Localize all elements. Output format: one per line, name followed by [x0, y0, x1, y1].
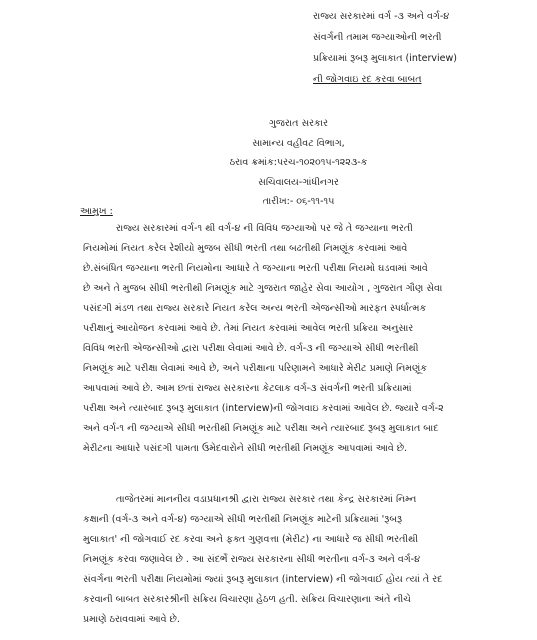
paragraph-line: પ્રમાણે ઠરાવવામાં આવે છે. [83, 614, 180, 625]
paragraph-line: અને વર્ગ-૧ ની જગ્યાએ સીધી ભરતીથી નિમણૂંક માટે પરીક્ષા અને ત્યારબાદ રૂબરૂ મુલાકાત બાદ [83, 423, 439, 434]
paragraph-preamble [83, 219, 531, 459]
paragraph-line: મુલાકાત' ની જોગવાઈ રદ કરવા અને ફક્ત ગુણવત્તા (મેરીટ) ના આધારે જ સીધી ભરતીથી [83, 534, 419, 545]
subject-block [313, 6, 533, 90]
office-location: સચિવાલય-ગાંધીનગર [258, 176, 339, 188]
resolution-number: ઠરાવ ક્રમાંક:પરચ-૧૦૨૦૧૫-૧૨૨૩-ક [229, 157, 368, 168]
paragraph-line: આપવામાં આવે છે. આમ છતાં રાજ્ય સરકારના કેટલાક વર્ગ-૩ સંવર્ગની ભરતી પ્રક્રિયામાં [83, 383, 412, 394]
paragraph-line: પરીક્ષા અને ત્યારબાદ રૂબરૂ મુલાકાત (interview)ની જોગવાઇ કરવામાં આવેલ છે. જ્યારે વર્ગ-૨ [83, 403, 444, 414]
subject-line: સંવર્ગની તમામ જગ્યાઓની ભરતી [313, 32, 442, 43]
paragraph-line: મેરીટના આધારે પસંદગી પામતા ઉમેદવારોને સીધી ભરતીથી નિમણૂંક આપવામાં આવે છે. [83, 443, 408, 454]
preamble-label: આમુખ : [80, 206, 113, 217]
paragraph-line: નિમણૂંક માટે પરીક્ષા લેવામાં આવે છે, અને પરીક્ષાના પરિણામને આધારે મેરીટ પ્રમાણે નિમણૂંક [83, 363, 428, 374]
paragraph-line: નિમણૂંક કરવા જણાવેલ છે . આ સંદર્ભે રાજ્ય સરકારના સીધી ભરતીના વર્ગ-૩ અને વર્ગ-૪ [83, 554, 421, 565]
paragraph-line: વિવિધ ભરતી એજન્સીઓ દ્વારા પરીક્ષા લેવામાં આવે છે. વર્ગ-૩ ની જગ્યાએ સીધી ભરતીથી [83, 343, 419, 354]
paragraph-line: પરીક્ષાનું આયોજન કરવામાં આવે છે. તેમાં નિયત કરવામાં આવેલ ભરતી પ્રક્રિયા અનુસાર [83, 323, 414, 334]
subject-line: પ્રક્રિયામાં રૂબરૂ મુલાકાત (interview) [313, 53, 457, 64]
subject-line: રાજ્ય સરકારમાં વર્ગ -૩ અને વર્ગ-૪ [313, 11, 450, 22]
paragraph-line: પસંદગી મંડળ તથા રાજ્ય સરકારે નિયત કરેલ અન્ય ભરતી એજન્સીઓ મારફત સ્પર્ધાત્મક [83, 303, 427, 314]
paragraph-line: તાજેતરમાં માનનીય વડાપ્રધાનશ્રી દ્વારા રાજ્ય સરકાર તથા કેન્દ્ર સરકારમાં નિમ્ન [116, 494, 417, 505]
department-name: સામાન્ય વહીવટ વિભાગ, [252, 137, 345, 149]
subject-line: ની જોગવાઇ રદ કરવા બાબત [313, 74, 422, 85]
paragraph-recent [83, 490, 531, 630]
resolution-header [0, 114, 537, 212]
paragraph-line: નિયમોમાં નિયત કરેલ રેશીયો મુજબ સીધી ભરતી તથા બઢતીથી નિમણૂંક કરવામાં આવે [83, 243, 408, 254]
paragraph-line: કરવાની બાબત સરકારશ્રીની સક્રિય વિચારણા હેઠળ હતી. સક્રિય વિચારણાના અંતે નીચે [83, 594, 411, 605]
government-name: ગુજરાત સરકાર [268, 118, 329, 129]
paragraph-line: રાજ્ય સરકારમાં વર્ગ-૧ થી વર્ગ-૪ ની વિવિધ જગ્યાઓ પર જે તે જગ્યાના ભરતી [116, 223, 413, 234]
paragraph-line: સંવર્ગના ભરતી પરીક્ષા નિયમોમાં જ્યાં રૂબરૂ મુલાકાત (interview) ની જોગવાઈ હોય ત્યાં તે રદ [83, 574, 443, 585]
paragraph-line: છે અને તે મુજબ સીધી ભરતીથી નિમણૂંક માટે ગુજરાત જાહેર સેવા આયોગ , ગુજરાત ગૌણ સેવા [83, 283, 443, 294]
paragraph-line: કક્ષાની (વર્ગ-૩ અને વર્ગ-૪) જગ્યાએ સીધી ભરતીથી નિમણૂંક માટેની પ્રક્રિયામાં 'રૂબરૂ [83, 514, 403, 525]
resolution-date: તારીખ:- ૦૬-૧૧-૧૫ [262, 196, 335, 207]
paragraph-line: છે.સંબંધિત જગ્યાના ભરતી નિયમોના આધારે તે જગ્યાના ભરતી પરીક્ષા નિયમો ઘડવામાં આવે [83, 263, 428, 274]
